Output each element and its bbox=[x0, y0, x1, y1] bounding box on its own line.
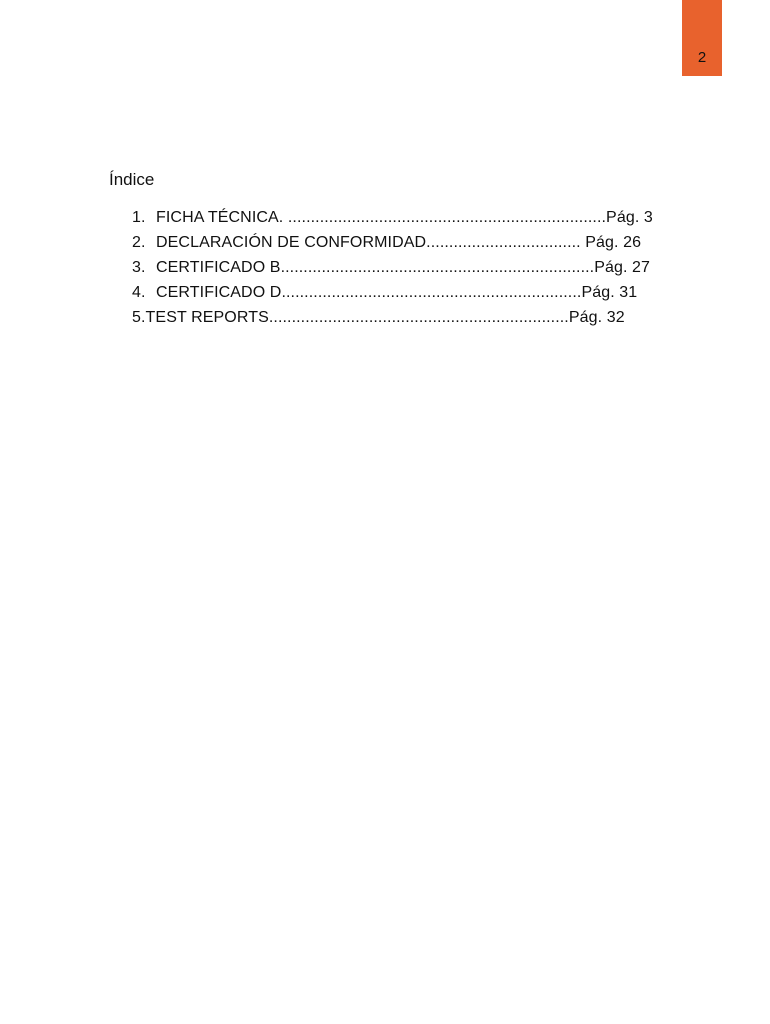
toc-entry-text: CERTIFICADO B.....................................................................Pág. 27 bbox=[156, 259, 651, 276]
toc-entry-text: FICHA TÉCNICA. ......................................................................Pág. 3 bbox=[156, 209, 653, 226]
toc-entry[interactable] bbox=[132, 305, 653, 330]
page-number: 2 bbox=[697, 49, 707, 66]
toc-entry-number: 2. bbox=[132, 234, 146, 251]
toc-entry-number: 1. bbox=[132, 209, 146, 226]
toc-heading: Índice bbox=[109, 170, 155, 189]
toc-entry[interactable] bbox=[132, 230, 653, 255]
table-of-contents bbox=[132, 205, 653, 330]
toc-entry[interactable] bbox=[132, 205, 653, 230]
page-number-tab bbox=[682, 0, 722, 76]
toc-entry-number: 5. bbox=[132, 309, 146, 326]
toc-entry-text: CERTIFICADO D..................................................................Pág. 31 bbox=[156, 284, 638, 301]
toc-entry-number: 4. bbox=[132, 284, 146, 301]
toc-entry-number: 3. bbox=[132, 259, 146, 276]
toc-entry-text: TEST REPORTS..................................................................Pág. 32 bbox=[145, 309, 625, 326]
toc-entry[interactable] bbox=[132, 255, 653, 280]
toc-entry[interactable] bbox=[132, 280, 653, 305]
toc-entry-text: DECLARACIÓN DE CONFORMIDAD.................................. Pág. 26 bbox=[156, 234, 642, 251]
